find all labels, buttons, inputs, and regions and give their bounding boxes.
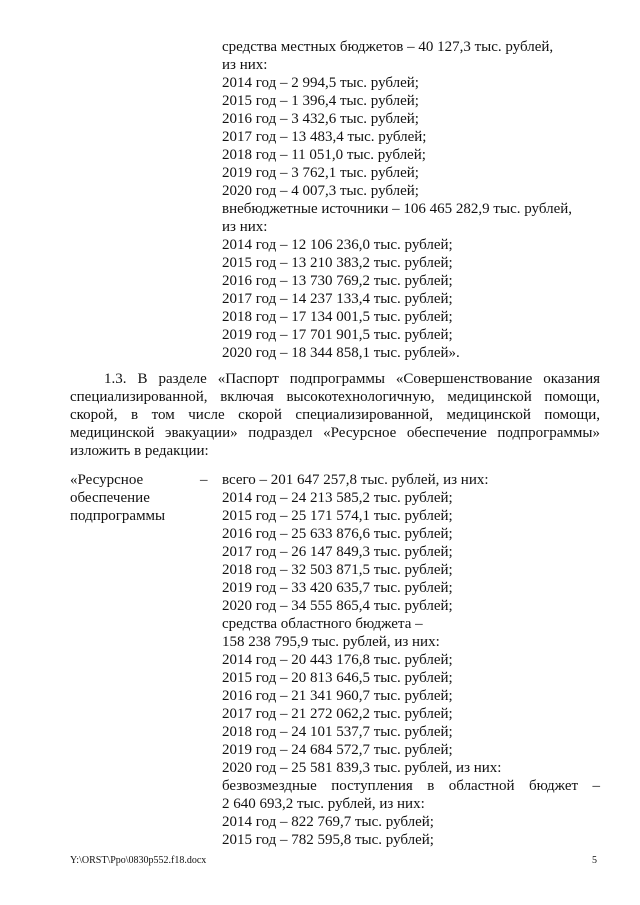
gratuitous-total: 2 640 693,2 тыс. рублей, из них: (222, 796, 425, 812)
page-number: 5 (592, 855, 597, 866)
section-paragraph-line: 1.3. В разделе «Паспорт подпрограммы «Совершенствование оказания (104, 371, 600, 387)
resource-label: подпрограммы (70, 508, 166, 524)
regional-year-line: 2015 год – 20 813 646,5 тыс. рублей; (222, 670, 453, 686)
resource-label: «Ресурсное (70, 472, 144, 488)
regional-label: средства областного бюджета – (222, 616, 423, 632)
extra-year-line: 2014 год – 12 106 236,0 тыс. рублей; (222, 237, 453, 253)
regional-year-line: 2017 год – 21 272 062,2 тыс. рублей; (222, 706, 453, 722)
extra-year-line: 2019 год – 17 701 901,5 тыс. рублей; (222, 327, 453, 343)
regional-year-line: 2019 год – 24 684 572,7 тыс. рублей; (222, 742, 453, 758)
extra-of-which: из них: (222, 219, 268, 235)
regional-year-line: 2016 год – 21 341 960,7 тыс. рублей; (222, 688, 453, 704)
regional-year-line: 2018 год – 24 101 537,7 тыс. рублей; (222, 724, 453, 740)
gratuitous-year-line: 2014 год – 822 769,7 тыс. рублей; (222, 814, 434, 830)
extra-year-line: 2016 год – 13 730 769,2 тыс. рублей; (222, 273, 453, 289)
extra-year-line: 2015 год – 13 210 383,2 тыс. рублей; (222, 255, 453, 271)
section-paragraph-line: специализированной, включая высокотехнологичную, медицинской помощи, (70, 389, 600, 405)
total-year-line: 2017 год – 26 147 849,3 тыс. рублей; (222, 544, 453, 560)
local-of-which: из них: (222, 57, 268, 73)
total-year-line: 2016 год – 25 633 876,6 тыс. рублей; (222, 526, 453, 542)
total-line: всего – 201 647 257,8 тыс. рублей, из них: (222, 472, 489, 488)
total-year-line: 2019 год – 33 420 635,7 тыс. рублей; (222, 580, 453, 596)
total-year-line: 2018 год – 32 503 871,5 тыс. рублей; (222, 562, 453, 578)
regional-year-line: 2020 год – 25 581 839,3 тыс. рублей, из них: (222, 760, 502, 776)
resource-label: обеспечение (70, 490, 150, 506)
local-year-line: 2015 год – 1 396,4 тыс. рублей; (222, 93, 419, 109)
regional-total: 158 238 795,9 тыс. рублей, из них: (222, 634, 440, 650)
total-year-line: 2020 год – 34 555 865,4 тыс. рублей; (222, 598, 453, 614)
extra-year-line: 2018 год – 17 134 001,5 тыс. рублей; (222, 309, 453, 325)
local-year-line: 2018 год – 11 051,0 тыс. рублей; (222, 147, 426, 163)
local-budget-line: средства местных бюджетов – 40 127,3 тыс. рублей, (222, 39, 554, 55)
local-year-line: 2020 год – 4 007,3 тыс. рублей; (222, 183, 419, 199)
label-dash: – (200, 472, 208, 488)
total-year-line: 2015 год – 25 171 574,1 тыс. рублей; (222, 508, 453, 524)
local-year-line: 2014 год – 2 994,5 тыс. рублей; (222, 75, 419, 91)
extra-year-line: 2017 год – 14 237 133,4 тыс. рублей; (222, 291, 453, 307)
total-year-line: 2014 год – 24 213 585,2 тыс. рублей; (222, 490, 453, 506)
section-paragraph-line: медицинской эвакуации» подраздел «Ресурсное обеспечение подпрограммы» (70, 425, 600, 441)
extrabudget-line: внебюджетные источники – 106 465 282,9 тыс. рублей, (222, 201, 573, 217)
section-paragraph-line: скорой, в том числе скорой специализированной, медицинской помощи, (70, 407, 600, 423)
footer-file-path: Y:\ORST\Ppo\0830p552.f18.docx (70, 855, 207, 866)
local-year-line: 2019 год – 3 762,1 тыс. рублей; (222, 165, 419, 181)
extra-year-line: 2020 год – 18 344 858,1 тыс. рублей». (222, 345, 460, 361)
gratuitous-label: безвозмездные поступления в областной бюджет – (222, 778, 600, 794)
gratuitous-year-line: 2015 год – 782 595,8 тыс. рублей; (222, 832, 434, 848)
regional-year-line: 2014 год – 20 443 176,8 тыс. рублей; (222, 652, 453, 668)
local-year-line: 2017 год – 13 483,4 тыс. рублей; (222, 129, 427, 145)
local-year-line: 2016 год – 3 432,6 тыс. рублей; (222, 111, 419, 127)
section-paragraph-last-line: изложить в редакции: (70, 443, 209, 459)
